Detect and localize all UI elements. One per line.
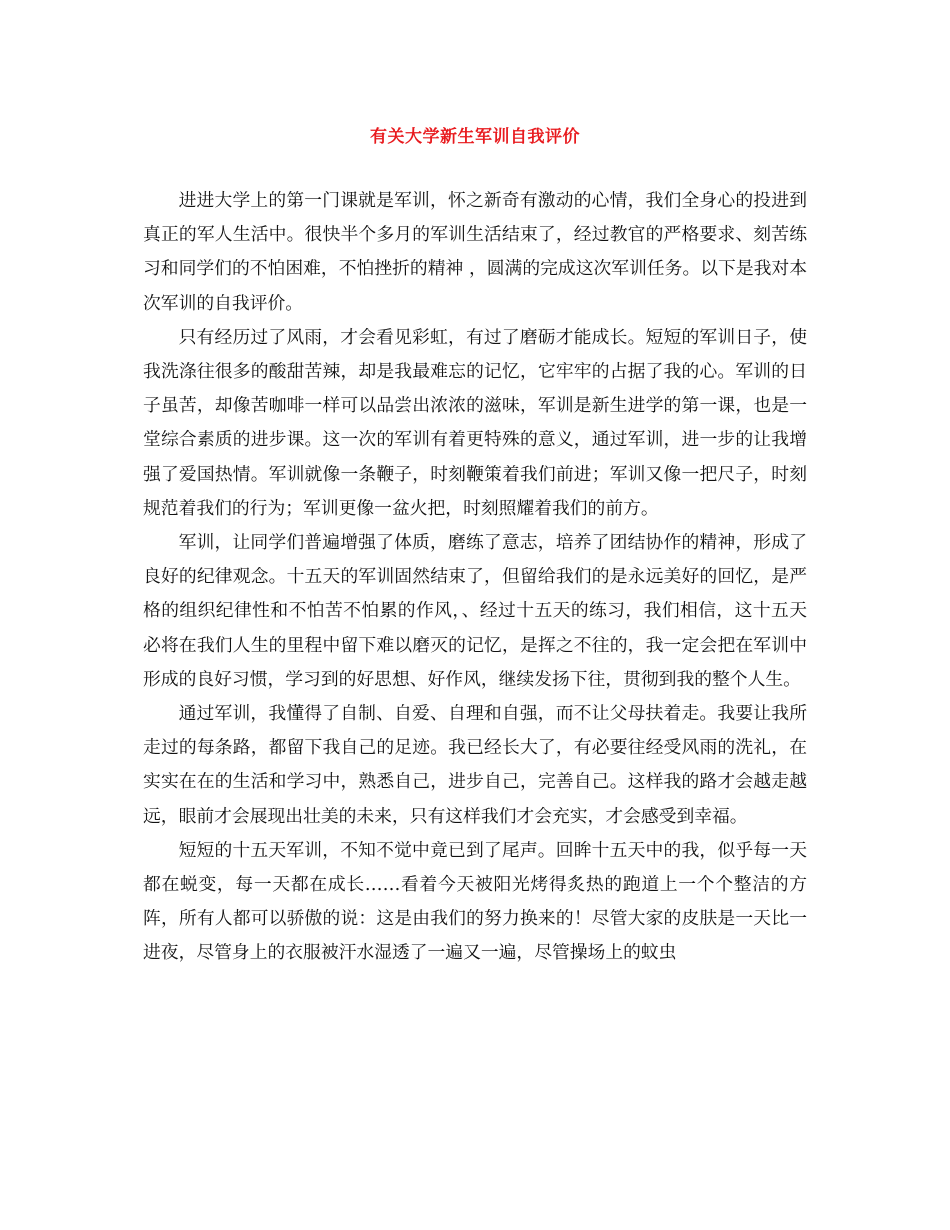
document-title: 有关大学新生军训自我评价	[370, 127, 580, 147]
paragraph: 短短的十五天军训，不知不觉中竟已到了尾声。回眸十五天中的我，似乎每一天都在蜕变，每一天都在成长……看着今天被阳光烤得炙热的跑道上一个个整洁的方阵，所有人都可以骄傲的说：这是由我们的努力换来的！尽管大家的皮肤是一天比一进夜，尽管身上的衣服被汗水湿透了一遍又一遍，尽管操场上的蚊虫	[143, 839, 807, 964]
paragraph: 军训，让同学们普遍增强了体质，磨练了意志，培养了团结协作的精神，形成了良好的纪律观念。十五天的军训固然结束了，但留给我们的是永远美好的回忆，是严格的组织纪律性和不怕苦不怕累的作风，、经过十五天的练习，我们相信，这十五天必将在我们人生的里程中留下难以磨灭的记忆，是挥之不往的，我一定会把在军训中形成的良好习惯，学习到的好思想、好作风，继续发扬下往，贯彻到我的整个人生。	[143, 532, 807, 690]
paragraph: 只有经历过了风雨，才会看见彩虹，有过了磨砺才能成长。短短的军训日子，使我洗涤往很多的酸甜苦辣，却是我最难忘的记忆，它牢牢的占据了我的心。军训的日子虽苦，却像苦咖啡一样可以品尝出浓浓的滋味，军训是新生进学的第一课，也是一堂综合素质的进步课。这一次的军训有着更特殊的意义，通过军训，进一步的让我增强了爱国热情。军训就像一条鞭子，时刻鞭策着我们前进；军训又像一把尺子，时刻规范着我们的行为；军训更像一盆火把，时刻照耀着我们的前方。	[143, 326, 807, 519]
paragraph: 通过军训，我懂得了自制、自爱、自理和自强，而不让父母扶着走。我要让我所走过的每条路，都留下我自己的足迹。我已经长大了，有必要往经受风雨的洗礼，在实实在在的生活和学习中，熟悉自己，进步自己，完善自己。这样我的路才会越走越远，眼前才会展现出壮美的未来，只有这样我们才会充实，才会感受到幸福。	[143, 703, 807, 827]
paragraph: 进进大学上的第一门课就是军训，怀之新奇有激动的心情，我们全身心的投进到真正的军人生活中。很快半个多月的军训生活结束了，经过教官的严格要求、刻苦练习和同学们的不怕困难，不怕挫折的精神 ，圆满的完成这次军训任务。以下是我对本次军训的自我评价。	[143, 190, 807, 314]
document-body	[143, 184, 807, 971]
